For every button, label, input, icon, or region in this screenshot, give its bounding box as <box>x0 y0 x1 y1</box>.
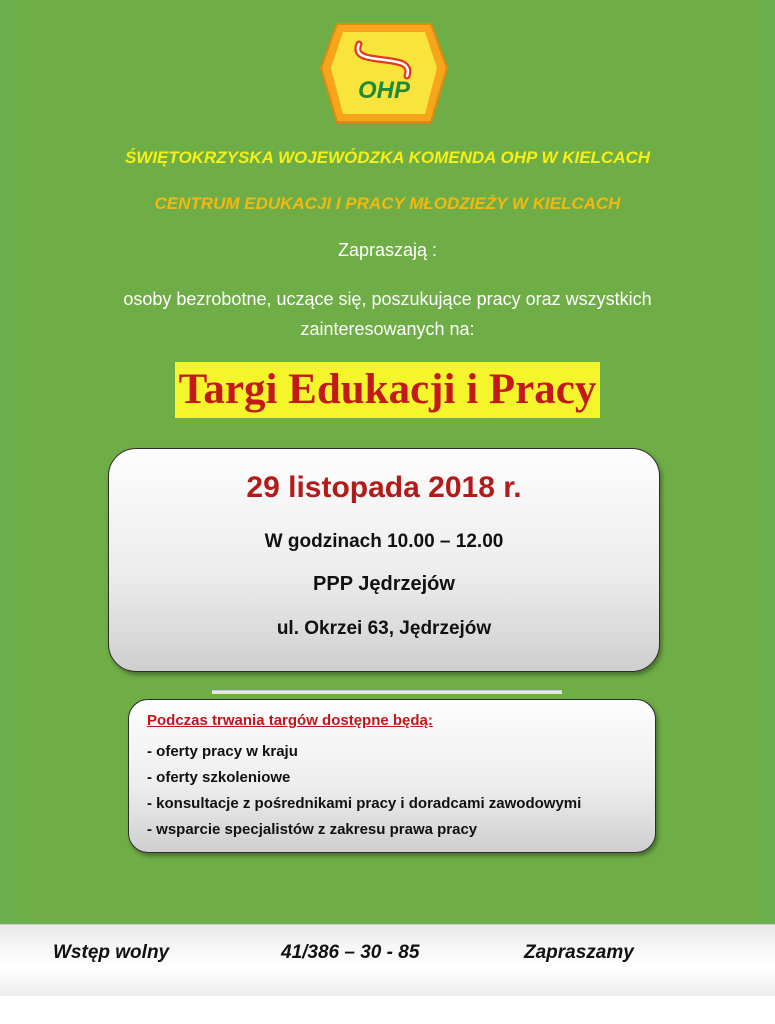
list-item: - oferty szkoleniowe <box>147 769 291 786</box>
audience-text: osoby bezrobotne, uczące się, poszukujące pracy oraz wszystkich zainteresowanych na: <box>123 289 652 339</box>
footer-bar <box>0 924 775 997</box>
event-date: 29 listopada 2018 r. <box>246 471 522 504</box>
event-venue: PPP Jędrzejów <box>313 573 455 595</box>
info-title: Podczas trwania targów dostępne będą: <box>147 712 433 729</box>
center-name: CENTRUM EDUKACJI I PRACY MŁODZIEŻY W KIELCACH <box>154 194 621 213</box>
closing-text: Zapraszamy <box>524 942 634 963</box>
title-wrapper <box>0 362 775 418</box>
info-box <box>128 699 656 853</box>
list-item: - wsparcie specjalistów z zakresu prawa pracy <box>147 821 478 838</box>
divider <box>212 690 562 694</box>
entry-text: Wstęp wolny <box>53 942 170 963</box>
event-address: ul. Okrzei 63, Jędrzejów <box>276 618 492 639</box>
event-details-box <box>108 448 660 672</box>
list-item: - oferty pracy w kraju <box>147 743 298 760</box>
ohp-logo-icon <box>319 18 449 126</box>
list-item: - konsultacje z pośrednikami pracy i doradcami zawodowymi <box>147 795 582 812</box>
phone-number: 41/386 – 30 - 85 <box>281 942 420 963</box>
logo-text: OHP <box>357 77 411 104</box>
event-hours: W godzinach 10.00 – 12.00 <box>264 531 504 552</box>
info-list <box>147 739 581 843</box>
ohp-logo <box>319 18 449 126</box>
event-title: Targi Edukacji i Pracy <box>175 362 601 418</box>
organization-name: ŚWIĘTOKRZYSKA WOJEWÓDZKA KOMENDA OHP W KIELCACH <box>124 148 651 167</box>
invite-text: Zapraszają : <box>337 240 438 260</box>
bottom-strip <box>0 996 775 1024</box>
